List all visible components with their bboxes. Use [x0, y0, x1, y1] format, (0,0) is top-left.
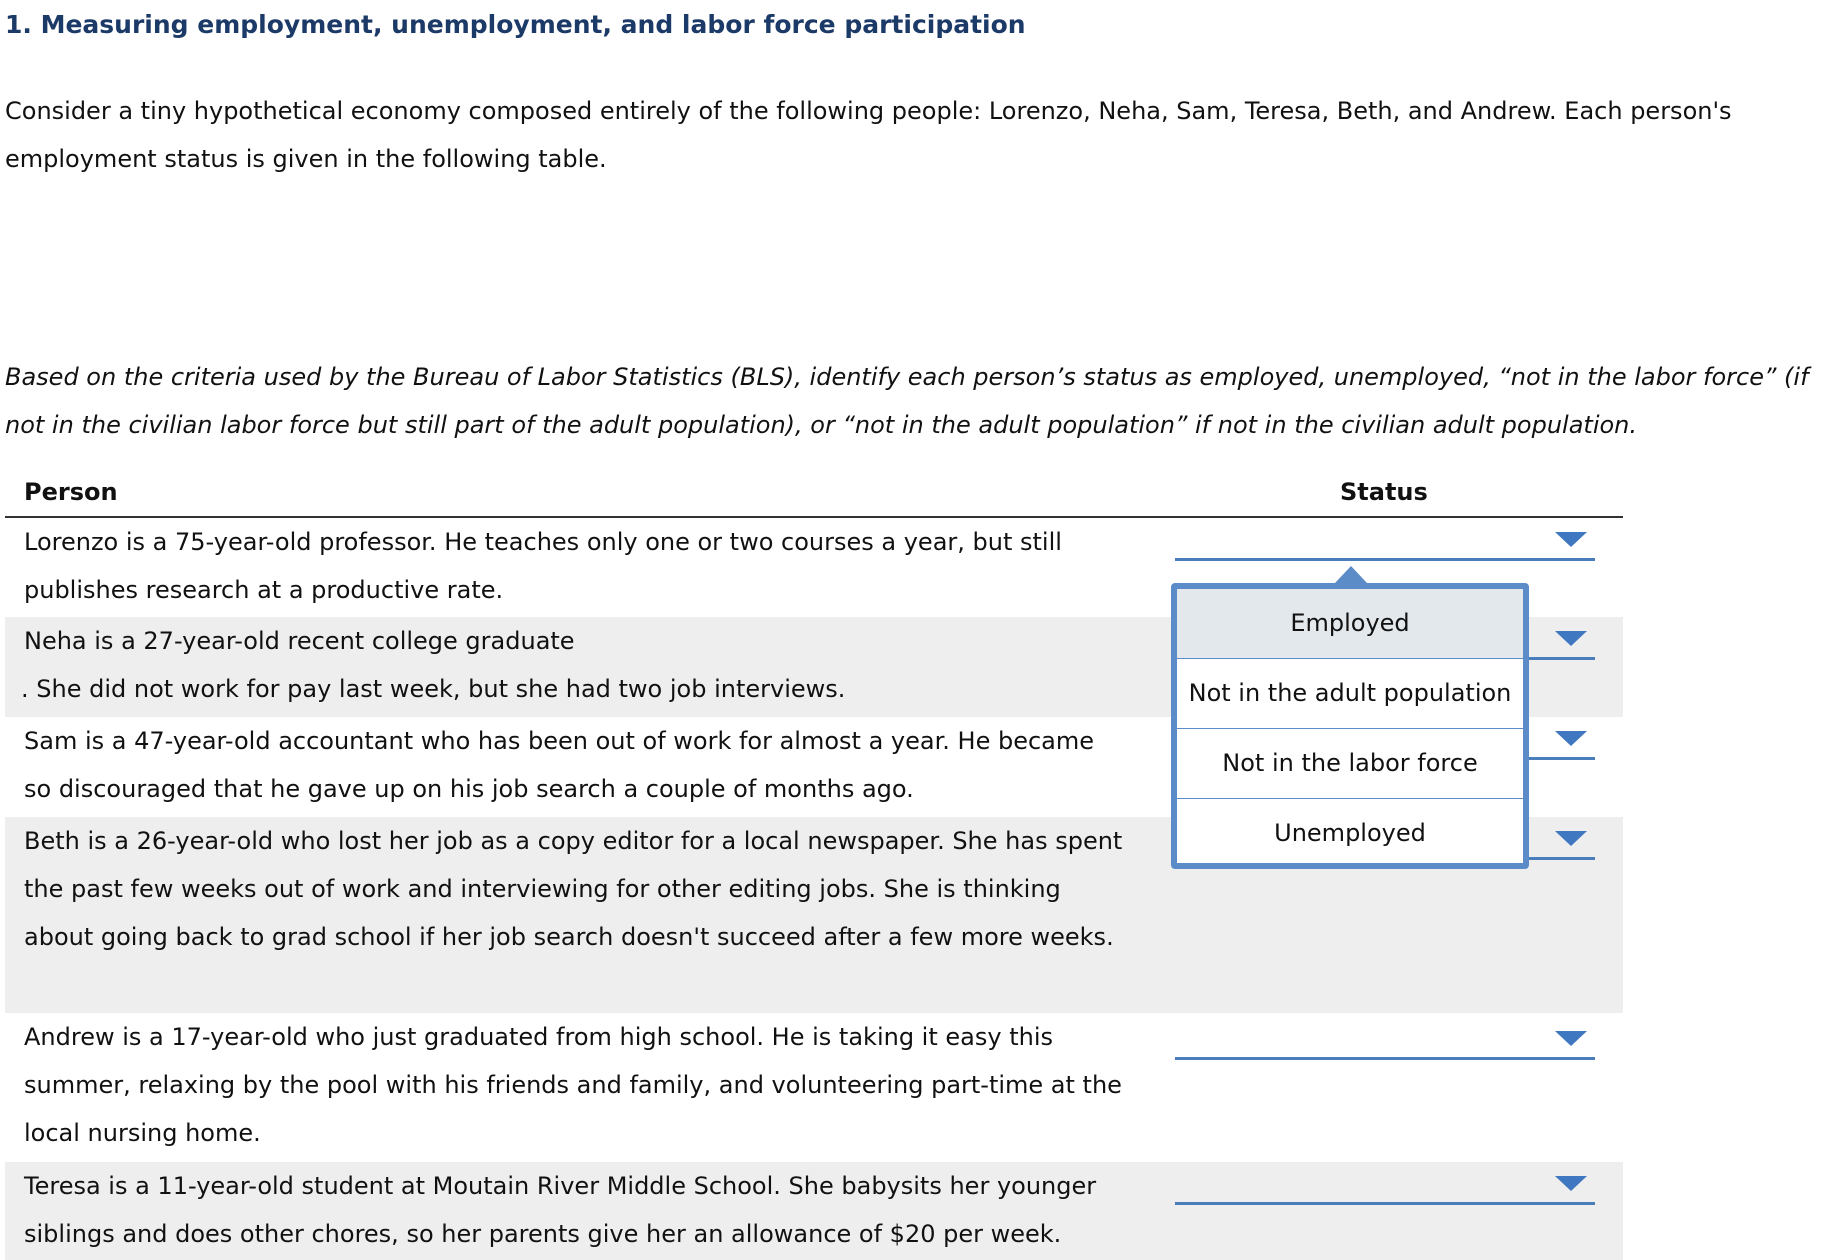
table-header: [5, 472, 1623, 518]
person-description-line: . She did not work for pay last week, but she had two job interviews.: [21, 675, 846, 703]
instructions-paragraph: Based on the criteria used by the Bureau of Labor Statistics (BLS), identify each person’s status as employed, unemployed, “not in the labor force” (if not in the civilian labor force but still part of the adult population), or “not in the adult population” if not in the civilian adult population.: [5, 363, 1809, 439]
caret-down-icon: [1555, 1176, 1587, 1191]
caret-down-icon: [1555, 731, 1587, 746]
person-description: [21, 617, 1124, 713]
menu-pointer-icon: [1335, 566, 1367, 583]
status-dropdown-teresa[interactable]: [1175, 1162, 1595, 1205]
caret-down-icon: [1555, 831, 1587, 846]
caret-down-icon: [1555, 631, 1587, 646]
table-row-andrew: [5, 1013, 1623, 1162]
person-column-header: Person: [24, 478, 118, 506]
option-not-in-adult-population[interactable]: Not in the adult population: [1177, 659, 1523, 729]
intro-paragraph: Consider a tiny hypothetical economy composed entirely of the following people: Lorenzo, Neha, Sam, Teresa, Beth, and Andrew. Each person's employment status is given in the following table.: [5, 97, 1732, 173]
question-title: 1. Measuring employment, unemployment, and labor force participation: [5, 10, 1026, 39]
caret-down-icon: [1555, 1031, 1587, 1046]
status-dropdown-andrew[interactable]: [1175, 1017, 1595, 1060]
status-column-header: Status: [1340, 478, 1428, 506]
person-description: Lorenzo is a 75-year-old professor. He teaches only one or two courses a year, but still publishes research at a productive rate.: [24, 528, 1062, 604]
option-employed[interactable]: Employed: [1177, 589, 1523, 659]
option-unemployed[interactable]: Unemployed: [1274, 819, 1426, 847]
person-description: Teresa is a 11-year-old student at Moutain River Middle School. She babysits her younger siblings and does other chores, so her parents give her an allowance of $20 per week.: [24, 1172, 1097, 1248]
person-description: Andrew is a 17-year-old who just graduated from high school. He is taking it easy this summer, relaxing by the pool with his friends and family, and volunteering part-time at the local nursing home.: [24, 1023, 1122, 1147]
person-description: Beth is a 26-year-old who lost her job as a copy editor for a local newspaper. She has spent the past few weeks out of work and interviewing for other editing jobs. She is thinking about going back to grad school if her job search doesn't succeed after a few more weeks.: [24, 827, 1123, 951]
person-description: Sam is a 47-year-old accountant who has been out of work for almost a year. He became so discouraged that he gave up on his job search a couple of months ago.: [24, 727, 1095, 803]
option-not-in-labor-force[interactable]: Not in the labor force: [1177, 729, 1523, 799]
person-description-line: Neha is a 27-year-old recent college graduate: [24, 627, 575, 655]
caret-down-icon: [1555, 532, 1587, 547]
table-row-teresa: [5, 1162, 1623, 1260]
status-dropdown-lorenzo[interactable]: [1175, 518, 1595, 561]
status-options-menu: [1171, 583, 1529, 869]
